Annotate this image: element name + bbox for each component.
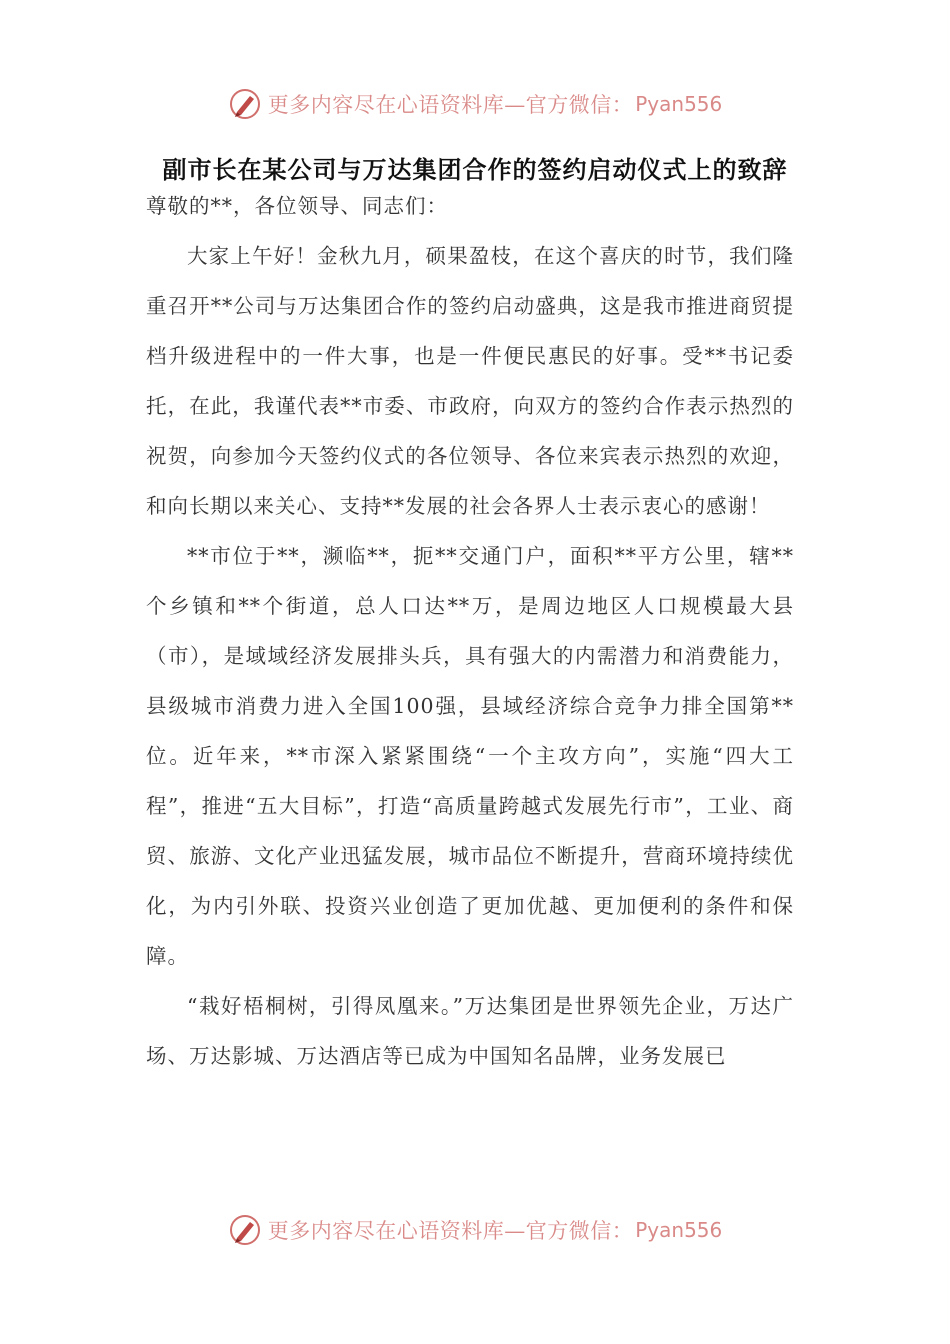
watermark-wechat-id: Pyan556 — [635, 1218, 723, 1242]
watermark-text: 更多内容尽在心语资料库—官方微信： — [267, 1219, 634, 1243]
pen-logo-icon — [228, 1213, 262, 1247]
watermark-wechat-id: Pyan556 — [635, 92, 723, 116]
watermark-text: 更多内容尽在心语资料库—官方微信： — [267, 93, 634, 117]
footer-watermark-banner — [0, 1210, 950, 1250]
header-watermark-banner — [0, 84, 950, 124]
document-body — [146, 181, 794, 1081]
document-title: 副市长在某公司与万达集团合作的签约启动仪式上的致辞 — [162, 156, 788, 184]
paragraph: **市位于**，濒临**，扼**交通门户，面积**平方公里，辖**个乡镇和**个街道，总人口达**万，是周边地区人口规模最大县（市），是域域经济发展排头兵，具有强大的内需潜力和消费能力，县级城市消费力进入全国100强，县域经济综合竞争力排全国第**位。近年来，**市深入紧紧围绕“一个主攻方向”，实施“四大工程”，推进“五大目标”，打造“高质量跨越式发展先行市”，工业、商贸、旅游、文化产业迅猛发展，城市品位不断提升，营商环境持续优化，为内引外联、投资兴业创造了更加优越、更加便利的条件和保障。 — [146, 544, 794, 968]
paragraph: 大家上午好！金秋九月，硕果盈枝，在这个喜庆的时节，我们隆重召开**公司与万达集团合作的签约启动盛典，这是我市推进商贸提档升级进程中的一件大事，也是一件便民惠民的好事。受**书记委托，在此，我谨代表**市委、市政府，向双方的签约合作表示热烈的祝贺，向参加今天签约仪式的各位领导、各位来宾表示热烈的欢迎，和向长期以来关心、支持**发展的社会各界人士表示衷心的感谢！ — [146, 244, 794, 518]
pen-logo-icon — [228, 87, 262, 121]
salutation: 尊敬的**，各位领导、同志们： — [146, 194, 448, 218]
paragraph: “栽好梧桐树，引得凤凰来。”万达集团是世界领先企业，万达广场、万达影城、万达酒店等已成为中国知名品牌，业务发展已 — [146, 994, 794, 1068]
